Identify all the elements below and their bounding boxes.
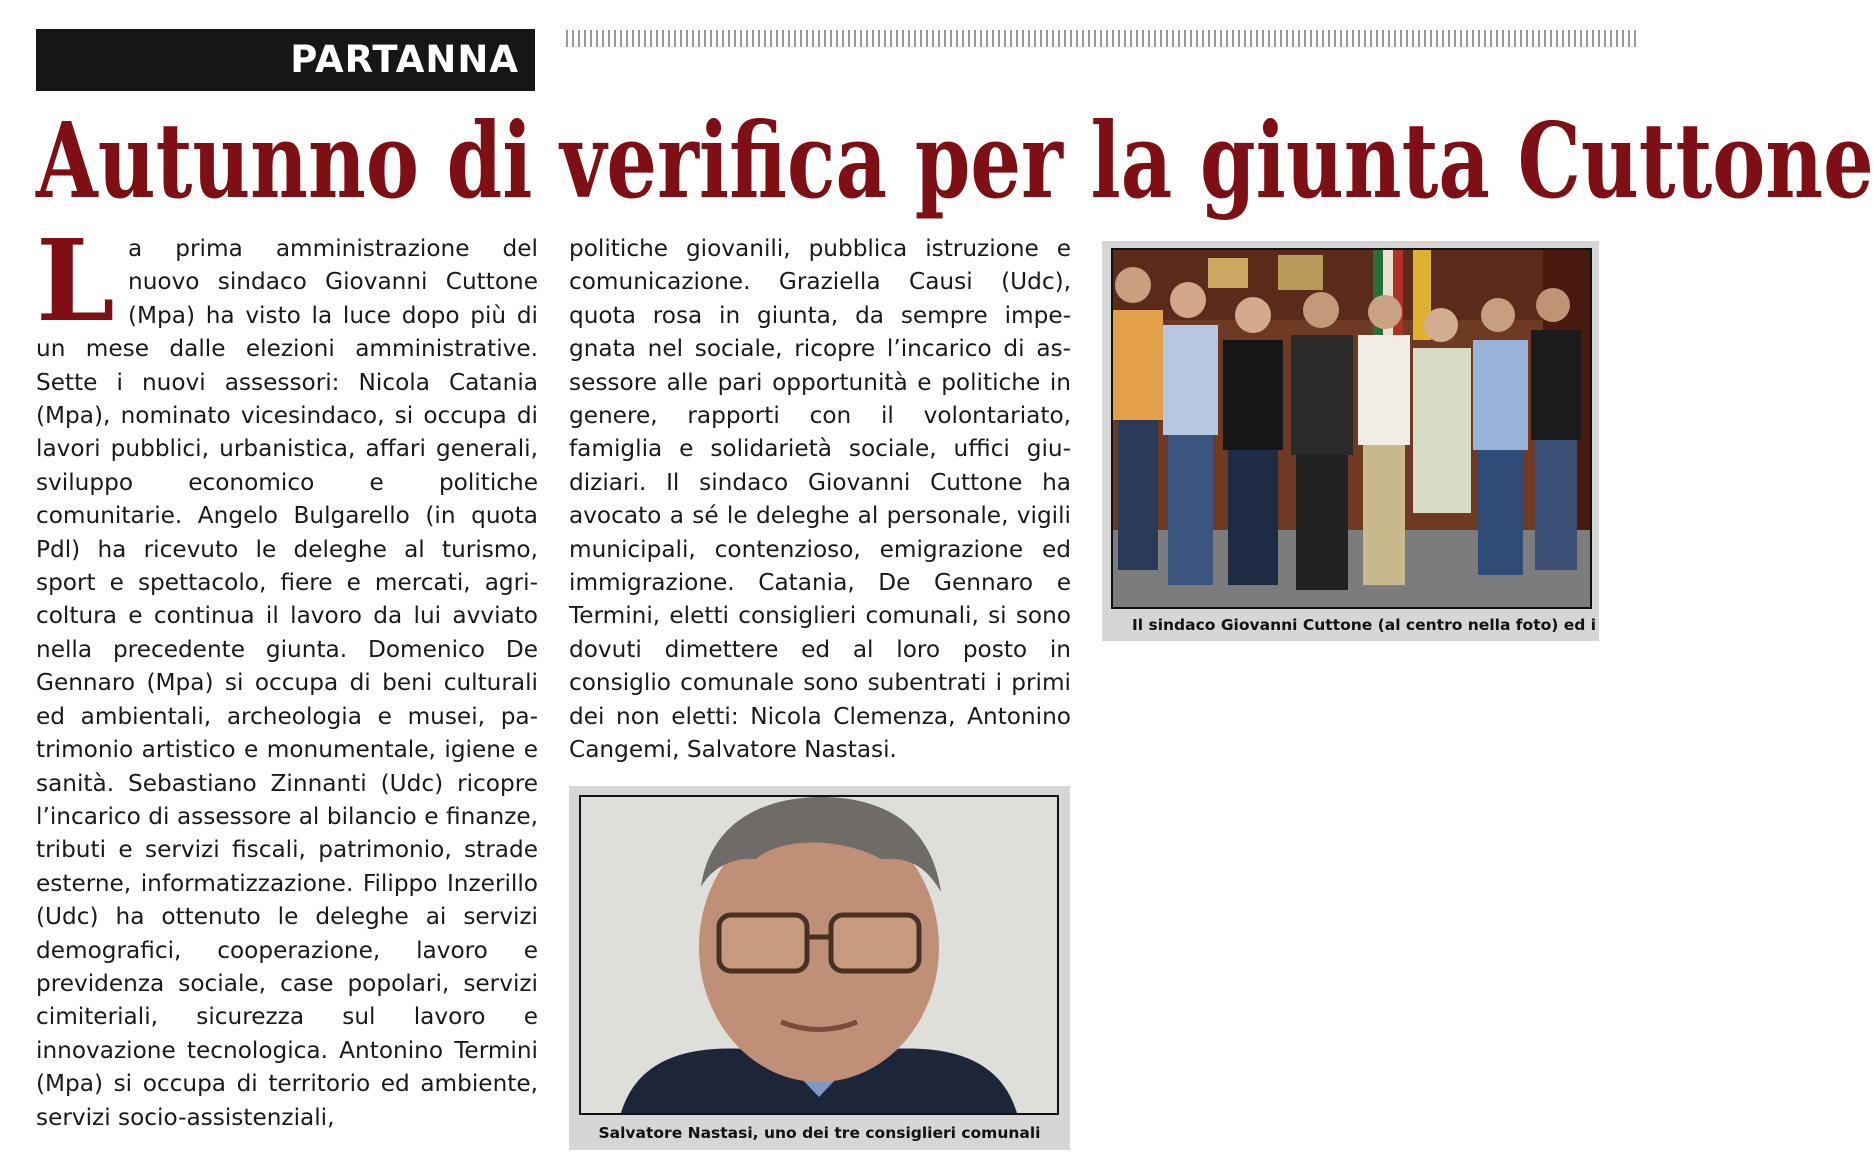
group-photo-image — [1113, 250, 1590, 607]
section-rule — [566, 30, 1638, 47]
group-photo — [1111, 248, 1592, 609]
group-photo-caption: Il sindaco Giovanni Cuttone (al centro nella foto) ed i — [1132, 616, 1597, 634]
headline: Autunno di verifica per la giunta Cuttone — [36, 99, 1874, 222]
portrait-photo-frame — [569, 786, 1070, 1150]
article-column-2 — [569, 232, 1071, 767]
section-tag: PARTANNA — [36, 29, 535, 91]
portrait-photo-caption: Salvatore Nastasi, uno dei tre consiglieri comunali — [598, 1124, 1041, 1142]
column-2-text: politiche giovanili, pubblica istruzione e comunicazione. Graziella Causi (Udc), quota rosa in giunta, da sempre impegnata nel sociale, ricopre l’incarico di assessore alle pari opportunità e politiche in genere, rapporti con il volontariato, famiglia e solidarietà sociale, uffici giudiziari. Il sindaco Giovanni Cuttone ha avocato a sé le deleghe al personale, vigili municipali, contenzioso, emigrazione ed immigrazione. Catania, De Gennaro e Termini, eletti consiglieri comunali, si sono dovuti dimettere ed al loro posto in consiglio comunale sono subentrati i primi dei non eletti: Nicola Clemenza, Antonino Cangemi, Salvatore Nastasi. — [569, 235, 1071, 764]
column-1-text: a prima amministrazione del nuovo sindaco Giovanni Cuttone (Mpa) ha visto la luce dopo più di un mese dalle elezioni amministrative. Sette i nuovi assessori: Nicola Catania (Mpa), nominato vicesindaco, si occupa di lavori pubblici, urbanistica, affari generali, sviluppo economico e politiche comunitarie. Angelo Bulgarello (in quota Pdl) ha ricevuto le deleghe al turismo, sport e spettacolo, fiere e mercati, agricoltura e continua il lavoro da lui avviato nella precedente giunta. Domenico De Gennaro (Mpa) si occupa di beni culturali ed ambientali, archeologia e musei, patrimonio artistico e monumentale, igiene e sanità. Sebastiano Zinnanti (Udc) ricopre l’incarico di assessore al bilancio e finanze, tributi e servizi fiscali, patrimonio, strade esterne, informatizzazione. Filippo Inzerillo (Udc) ha ottenuto le deleghe ai servizi demografici, cooperazione, lavoro e previdenza sociale, case popolari, servizi cimiteriali, sicurezza sul lavoro e innovazione tecnologica. Antonino Termini (Mpa) si occupa di territorio ed ambiente, servizi socio-assistenziali, — [36, 235, 538, 1131]
drop-cap: L — [36, 216, 115, 347]
article-column-1 — [36, 216, 538, 1134]
group-photo-frame — [1102, 241, 1599, 641]
portrait-photo-image — [581, 797, 1057, 1113]
portrait-photo — [579, 795, 1059, 1115]
